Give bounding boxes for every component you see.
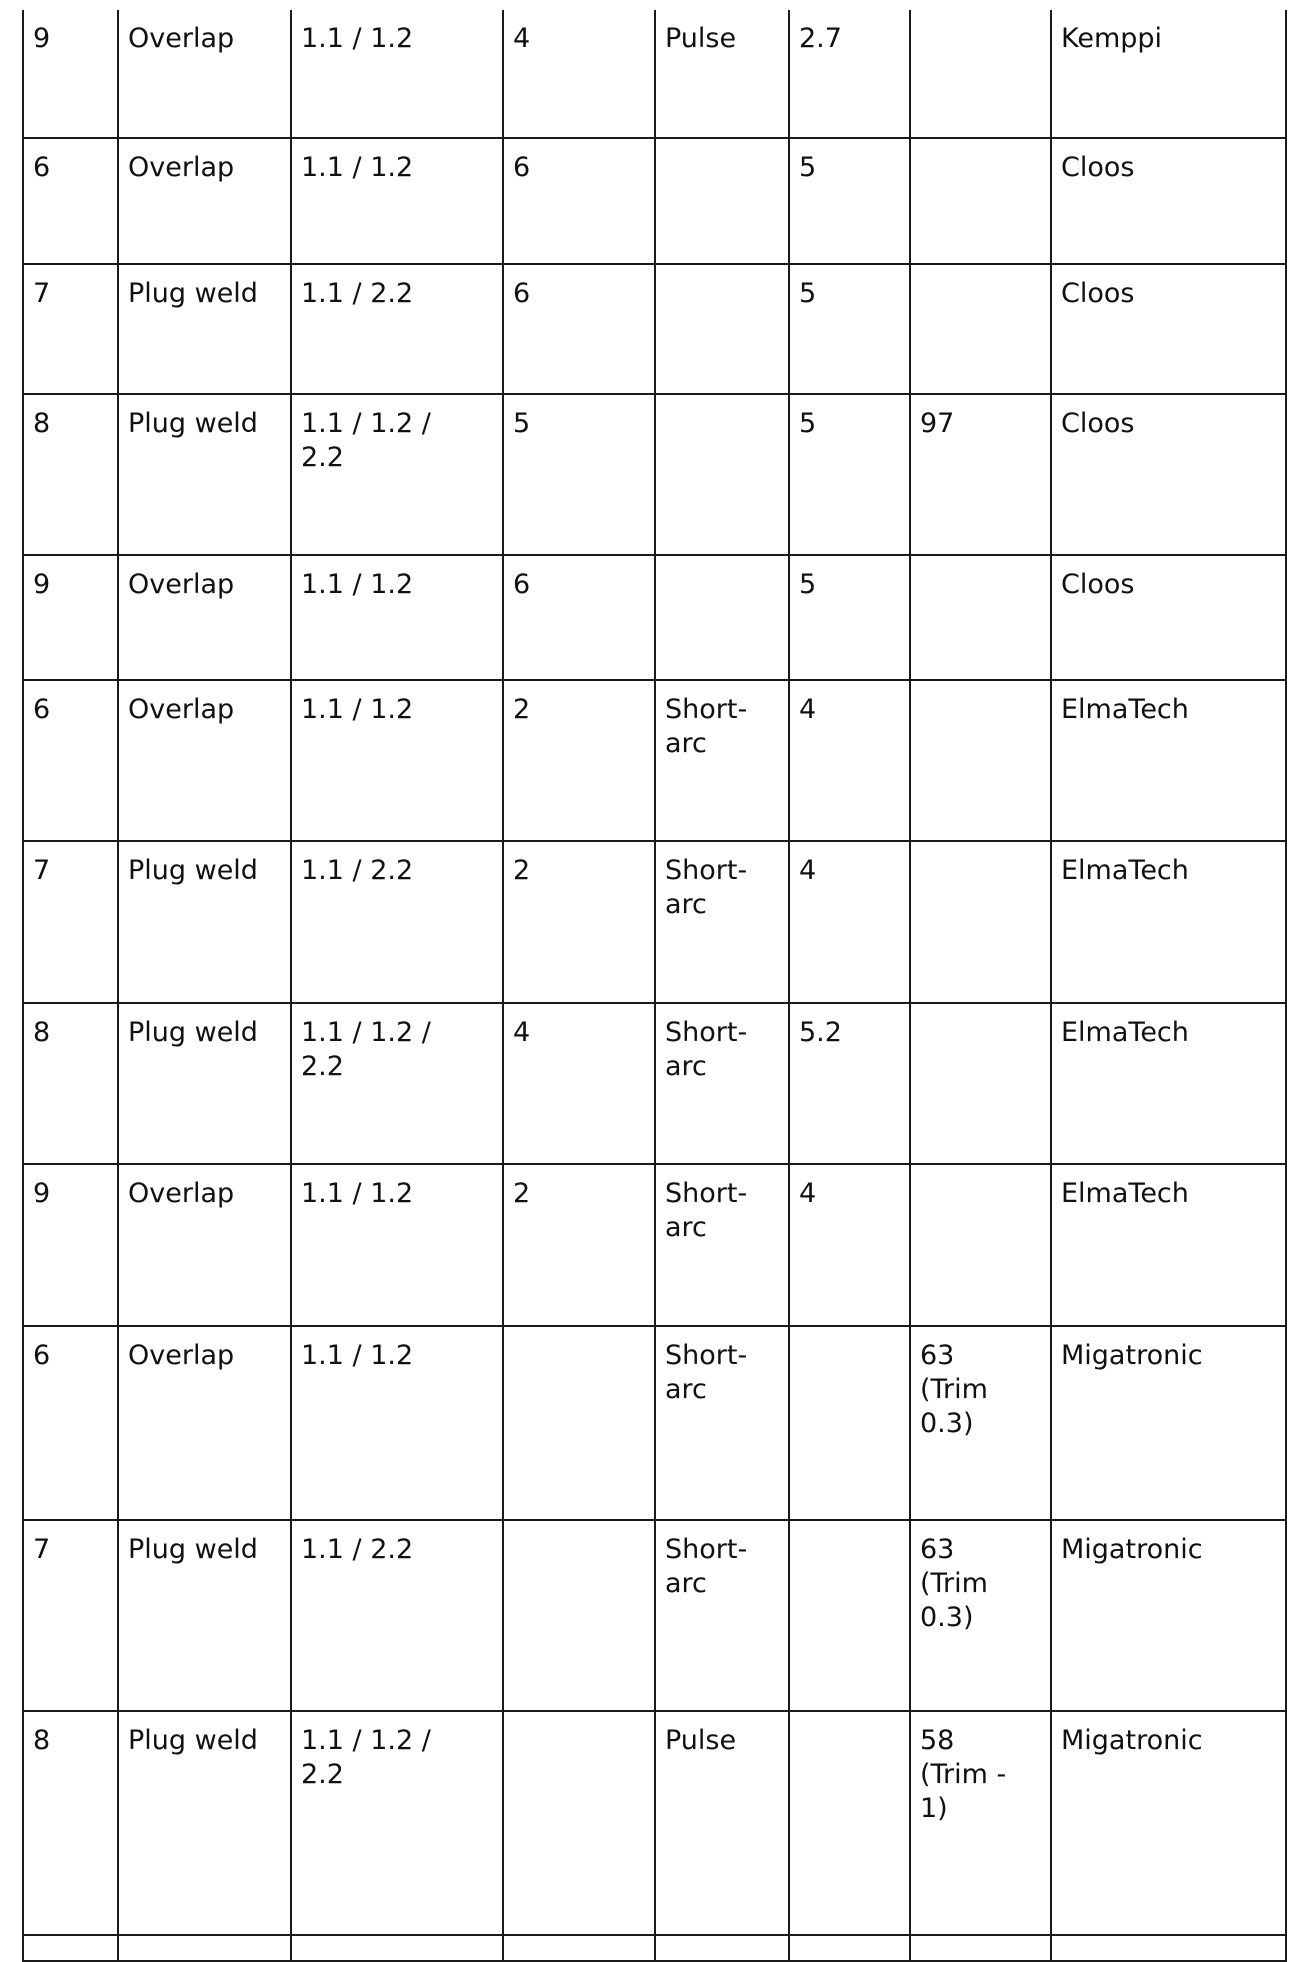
table-cell: Migatronic	[1051, 1520, 1286, 1711]
table-cell: Overlap	[118, 1164, 291, 1326]
table-cell: 2.7	[789, 10, 910, 138]
table-cell: 5	[789, 138, 910, 264]
table-cell: 4	[503, 1003, 655, 1164]
table-cell	[910, 1003, 1051, 1164]
table-cell: Overlap	[118, 138, 291, 264]
table-cell: ElmaTech	[1051, 841, 1286, 1003]
table-cell	[503, 1935, 655, 1961]
table-cell: 5	[789, 555, 910, 680]
table-cell: 4	[789, 1164, 910, 1326]
table-cell: 7	[23, 264, 118, 394]
table-cell: Plug weld	[118, 264, 291, 394]
table-cell: 58 (Trim - 1)	[910, 1711, 1051, 1935]
table-cell: 9	[23, 555, 118, 680]
table-cell: 7	[23, 841, 118, 1003]
table-cell: Plug weld	[118, 1520, 291, 1711]
table-cell: 9	[23, 1164, 118, 1326]
table-cell	[23, 1935, 118, 1961]
table-cell	[503, 1326, 655, 1520]
table-cell: 1.1 / 2.2	[291, 841, 503, 1003]
table-cell	[789, 1711, 910, 1935]
table-row	[23, 10, 1286, 138]
table-cell: 1.1 / 1.2	[291, 10, 503, 138]
table-row	[23, 264, 1286, 394]
table-cell: 4	[789, 680, 910, 841]
table-cell: 6	[23, 680, 118, 841]
table-cell: Overlap	[118, 10, 291, 138]
table-cell: 1.1 / 1.2 / 2.2	[291, 1003, 503, 1164]
table-cell: 2	[503, 1164, 655, 1326]
table-cell: 5	[789, 394, 910, 555]
table-row-truncated	[23, 1935, 1286, 1961]
table-cell: 2	[503, 680, 655, 841]
table-cell: Plug weld	[118, 1711, 291, 1935]
table-cell	[655, 394, 789, 555]
table-cell: ElmaTech	[1051, 1164, 1286, 1326]
table-cell: Cloos	[1051, 394, 1286, 555]
table-cell	[789, 1326, 910, 1520]
table-row	[23, 841, 1286, 1003]
table-cell	[910, 10, 1051, 138]
table-cell	[655, 264, 789, 394]
table-cell: Short- arc	[655, 1003, 789, 1164]
table-cell	[910, 555, 1051, 680]
table-cell: Plug weld	[118, 841, 291, 1003]
table-row	[23, 1326, 1286, 1520]
table-cell: Plug weld	[118, 1003, 291, 1164]
table-cell: 9	[23, 10, 118, 138]
table-cell: 6	[23, 1326, 118, 1520]
table-row	[23, 1003, 1286, 1164]
table-row	[23, 138, 1286, 264]
table-cell: 8	[23, 394, 118, 555]
table-cell: Migatronic	[1051, 1326, 1286, 1520]
table-cell	[910, 1935, 1051, 1961]
table-cell	[910, 138, 1051, 264]
table-cell: Overlap	[118, 680, 291, 841]
table-cell: 5.2	[789, 1003, 910, 1164]
table-cell: Pulse	[655, 10, 789, 138]
table-cell	[910, 264, 1051, 394]
table-cell: 5	[789, 264, 910, 394]
table-cell: 8	[23, 1711, 118, 1935]
table-cell: 1.1 / 1.2	[291, 1164, 503, 1326]
table-cell: 1.1 / 1.2	[291, 1326, 503, 1520]
table-cell	[789, 1520, 910, 1711]
table-cell: 8	[23, 1003, 118, 1164]
table-cell: Cloos	[1051, 264, 1286, 394]
table-cell: ElmaTech	[1051, 680, 1286, 841]
table-cell: 6	[503, 264, 655, 394]
table-row	[23, 1711, 1286, 1935]
table-cell: 63 (Trim 0.3)	[910, 1520, 1051, 1711]
table-cell: Short- arc	[655, 1164, 789, 1326]
table-cell: 1.1 / 1.2	[291, 680, 503, 841]
table-cell: Cloos	[1051, 138, 1286, 264]
table-cell: 6	[503, 138, 655, 264]
table-cell: 97	[910, 394, 1051, 555]
table-cell: 1.1 / 1.2 / 2.2	[291, 1711, 503, 1935]
table-cell: 1.1 / 1.2	[291, 555, 503, 680]
table-cell: 6	[503, 555, 655, 680]
table-cell: 5	[503, 394, 655, 555]
table-cell: 6	[23, 138, 118, 264]
table-cell: Kemppi	[1051, 10, 1286, 138]
table-cell: 7	[23, 1520, 118, 1711]
table-cell: Pulse	[655, 1711, 789, 1935]
table-cell	[655, 138, 789, 264]
table-cell	[655, 1935, 789, 1961]
table-cell: 4	[503, 10, 655, 138]
table-cell: 4	[789, 841, 910, 1003]
table-cell: Overlap	[118, 1326, 291, 1520]
table-row	[23, 555, 1286, 680]
table-cell: Plug weld	[118, 394, 291, 555]
table-cell: Migatronic	[1051, 1711, 1286, 1935]
table-cell: 1.1 / 1.2	[291, 138, 503, 264]
table-cell	[655, 555, 789, 680]
weld-parameters-table	[22, 10, 1287, 1962]
table-cell	[118, 1935, 291, 1961]
table-cell: 2	[503, 841, 655, 1003]
table-cell: Overlap	[118, 555, 291, 680]
table-cell	[1051, 1935, 1286, 1961]
table-cell: 1.1 / 1.2 / 2.2	[291, 394, 503, 555]
table-cell: Short- arc	[655, 680, 789, 841]
table-row	[23, 394, 1286, 555]
table-cell	[789, 1935, 910, 1961]
table-cell	[910, 1164, 1051, 1326]
table-row	[23, 1520, 1286, 1711]
table-cell: 63 (Trim 0.3)	[910, 1326, 1051, 1520]
table-cell	[910, 680, 1051, 841]
table-cell: Short- arc	[655, 1520, 789, 1711]
table-cell	[291, 1935, 503, 1961]
table-cell: 1.1 / 2.2	[291, 264, 503, 394]
table-cell: 1.1 / 2.2	[291, 1520, 503, 1711]
table-cell: Short- arc	[655, 1326, 789, 1520]
table-row	[23, 680, 1286, 841]
table-cell: Short- arc	[655, 841, 789, 1003]
table-cell: ElmaTech	[1051, 1003, 1286, 1164]
table-cell: Cloos	[1051, 555, 1286, 680]
table-cell	[503, 1520, 655, 1711]
table-cell	[910, 841, 1051, 1003]
table-cell	[503, 1711, 655, 1935]
table-row	[23, 1164, 1286, 1326]
